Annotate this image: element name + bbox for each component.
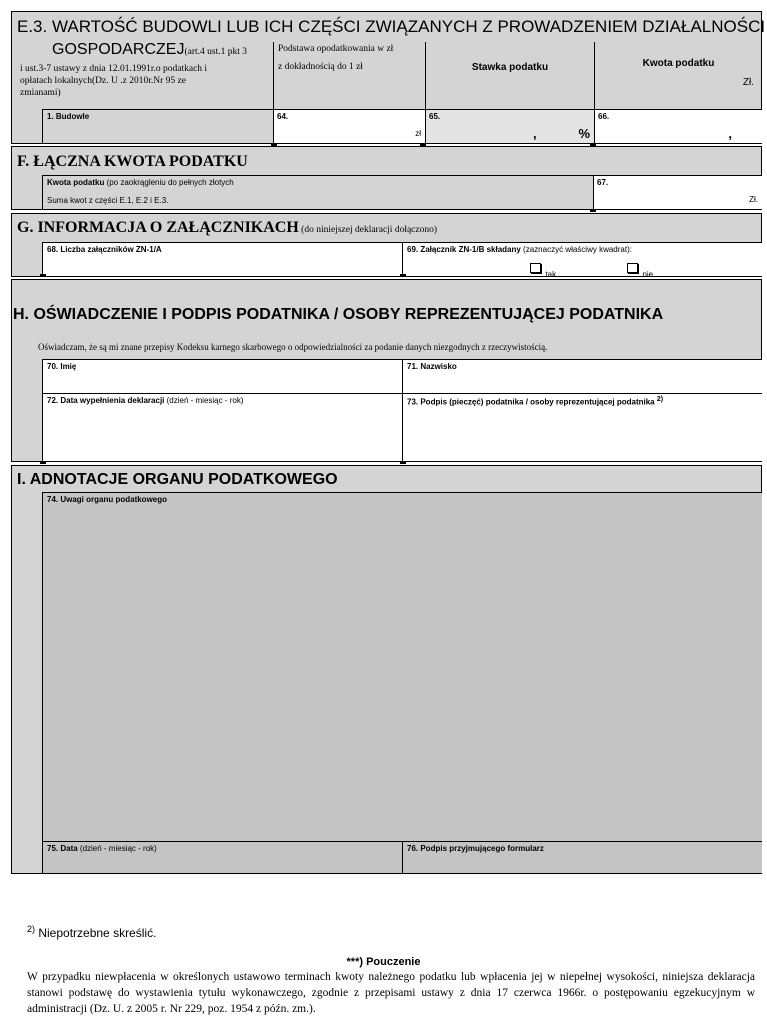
- tick-mark: [271, 143, 277, 146]
- field-65[interactable]: 65. , %: [425, 109, 594, 143]
- tick-mark: [590, 143, 596, 146]
- footnote: $^{2)}$ Niepotrzebne skreślić.: [27, 924, 157, 940]
- tick-mark: [400, 461, 406, 464]
- field-72[interactable]: 72. Data wypełnienia deklaracji (dzień - miesiąc - rok): [42, 393, 402, 461]
- field-66[interactable]: 66. ,: [594, 109, 762, 143]
- field-76[interactable]: 76. Podpis przyjmującego formularz: [402, 841, 762, 873]
- pouczenie-body: W przypadku niewpłacenia w określonych ustawowo terminach kwoty należnego podatku lub wpłacenia jej w niepełnej wysokości, niniejsza deklaracja stanowi podstawę do wystawienia tytułu wykonawczego, zgodnie z przepisami ustawy z dnia 17 czerwca 1966r. o postępowaniu egzekucyjnym w administracji (Dz. U. z 2005 r. Nr 229, poz. 1954 z późn. zm.).: [27, 971, 755, 1015]
- section-h-title: H. OŚWIADCZENIE I PODPIS PODATNIKA / OSOBY REPREZENTUJĄCEJ PODATNIKA: [13, 306, 664, 323]
- section-i: [11, 465, 762, 874]
- field-74[interactable]: 74. Uwagi organu podatkowego: [42, 492, 762, 841]
- col-rate-header: Stawka podatku: [425, 42, 594, 109]
- col-base-header: Podstawa opodatkowania w zł z dokładnością do 1 zł: [273, 42, 425, 109]
- section-e3-subtitle: GOSPODARCZEJ(art.4 ust.1 pkt 3: [52, 41, 248, 58]
- option-nie[interactable]: nie: [627, 260, 653, 278]
- section-g: [11, 213, 762, 277]
- option-tak[interactable]: tak: [530, 260, 556, 278]
- section-e3: [11, 11, 766, 144]
- field-73[interactable]: 73. Podpis (pieczęć) podatnika / osoby reprezentującej podatnika 2): [402, 393, 762, 461]
- field-70[interactable]: 70. Imię: [42, 359, 402, 393]
- col-tax-header: Kwota podatku Zł.: [594, 42, 762, 109]
- checkbox-tak[interactable]: [530, 263, 541, 273]
- tick-mark: [420, 143, 426, 146]
- field-75[interactable]: 75. Data (dzień - miesiąc - rok): [42, 841, 402, 873]
- tick-mark: [400, 274, 406, 277]
- section-h: [11, 279, 762, 462]
- section-h-statement: Oświadczam, że są mi znane przepisy Kodeksu karnego skarbowego o odpowiedzialności za podanie danych niezgodnych z rzeczywistością.: [38, 342, 548, 352]
- checkbox-nie[interactable]: [627, 263, 638, 273]
- section-g-title: G. INFORMACJA O ZAŁĄCZNIKACH (do niniejszej deklaracji dołączono): [17, 219, 438, 236]
- field-64[interactable]: 64. zł: [273, 109, 425, 143]
- section-e3-legal-note: i ust.3-7 ustawy z dnia 12.01.1991r.o podatkach i opłatach lokalnych(Dz. U .z 2010r.Nr 95 ze zmianami): [20, 64, 208, 98]
- section-f: [11, 146, 762, 210]
- section-e3-title: E.3. WARTOŚĆ BUDOWLI LUB ICH CZĘŚCI ZWIĄZANYCH Z PROWADZENIEM DZIAŁALNOŚCI: [17, 17, 766, 36]
- row-budowle-label: 1. Budowle: [47, 112, 90, 121]
- field-71[interactable]: 71. Nazwisko: [402, 359, 762, 393]
- pouczenie-title: ***) Pouczenie: [346, 956, 421, 968]
- tick-mark: [40, 274, 46, 277]
- section-f-row: Kwota podatku (po zaokrągleniu do pełnych złotych Suma kwot z części E.1, E.2 i E.3.: [42, 175, 593, 209]
- field-67[interactable]: 67. Zł.: [593, 175, 762, 209]
- field-69: 69. Załącznik ZN-1/B składany (zaznaczyć właściwy kwadrat): $_{tak}$ $_{nie}$: [402, 242, 762, 276]
- tick-mark: [40, 461, 46, 464]
- section-f-title: F. ŁĄCZNA KWOTA PODATKU: [17, 153, 248, 170]
- tick-mark: [590, 209, 596, 212]
- field-68[interactable]: 68. Liczba załączników ZN-1/A: [42, 242, 402, 276]
- section-i-title: I. ADNOTACJE ORGANU PODATKOWEGO: [17, 471, 338, 488]
